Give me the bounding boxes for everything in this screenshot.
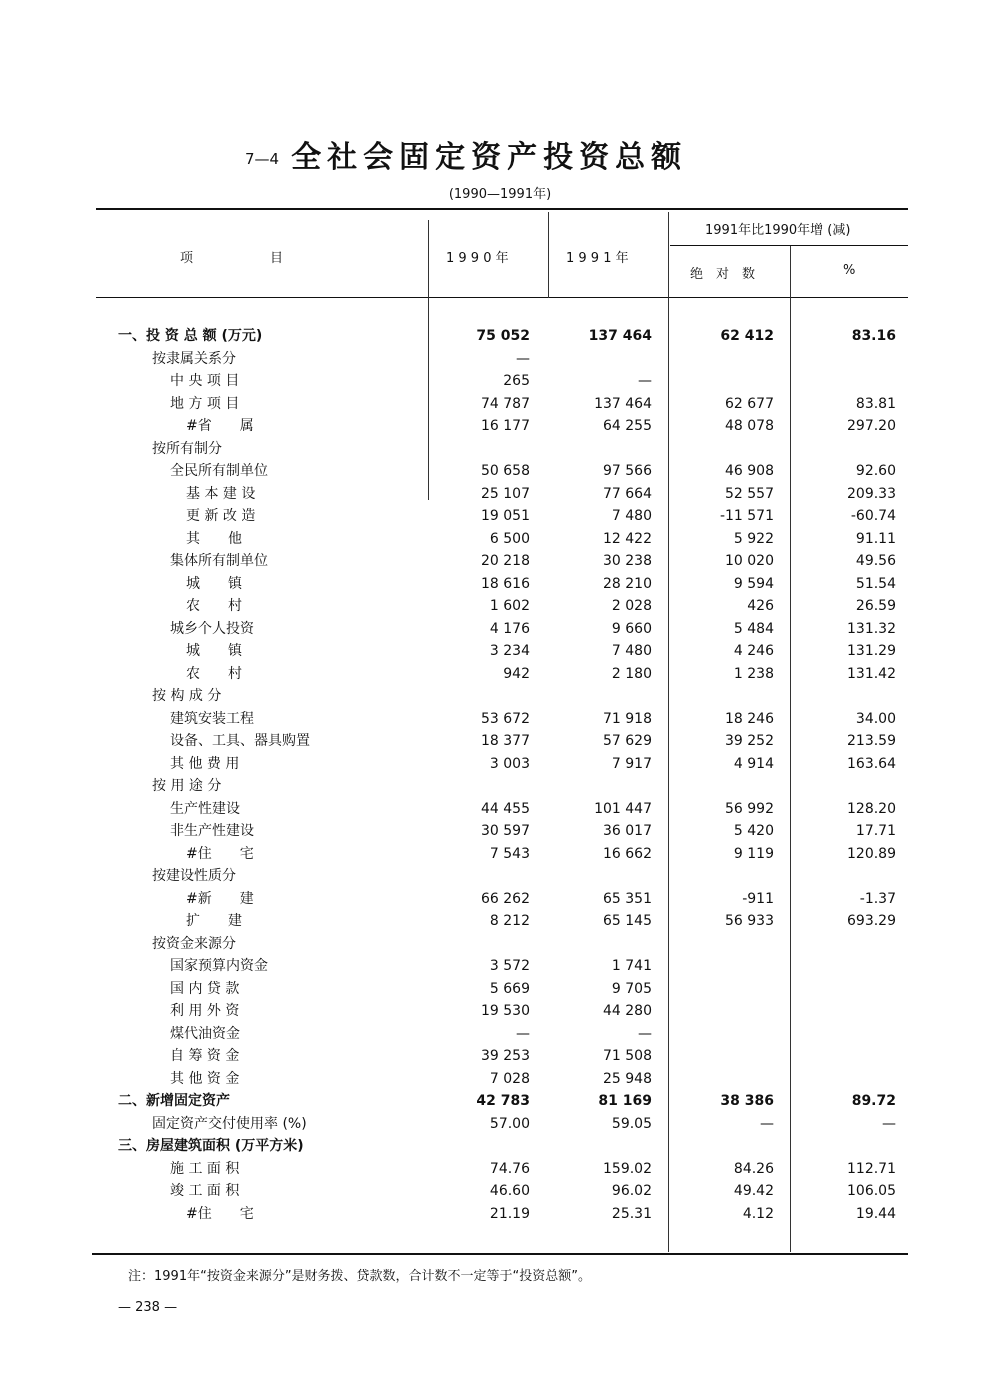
table-row (118, 708, 908, 731)
value-1990: 66 262 (481, 890, 530, 907)
value-percent-change: 131.42 (847, 665, 896, 682)
row-label: 按 构 成 分 (152, 688, 222, 704)
value-absolute-change: -11 571 (719, 508, 774, 524)
value-1991: 71 918 (603, 710, 652, 727)
value-percent-change: 209.33 (847, 485, 896, 502)
header-1990: 1 9 9 0 年 (446, 251, 509, 266)
value-1990: — (516, 350, 530, 367)
value-percent-change: 131.32 (847, 620, 896, 637)
table-row (118, 595, 908, 618)
value-1991: 57 629 (603, 733, 652, 749)
table-row (118, 798, 908, 821)
table-row (118, 888, 908, 911)
table-row (118, 730, 908, 753)
value-absolute-change: 5 922 (733, 530, 774, 547)
value-1990: 8 212 (489, 913, 530, 929)
table-title-text: 全社会固定资产投资总额 (291, 140, 688, 175)
row-label: 固定资产交付使用率 (%) (152, 1115, 307, 1132)
value-1991: 77 664 (603, 485, 652, 502)
value-1991: 2 028 (611, 598, 652, 614)
value-1991: 71 508 (603, 1048, 652, 1064)
value-1991: 7 480 (611, 643, 652, 659)
table-row (118, 933, 908, 956)
value-1990: 19 530 (481, 1003, 530, 1019)
value-absolute-change: 9 594 (733, 575, 774, 592)
value-1990: 50 658 (481, 463, 530, 479)
value-1990: 42 783 (476, 1093, 530, 1109)
top-rule (96, 208, 908, 210)
table-row (118, 573, 908, 596)
compare-header-rule (670, 245, 908, 246)
value-1991: 36 017 (603, 823, 652, 839)
value-1990: 44 455 (481, 800, 530, 817)
value-absolute-change: 62 677 (725, 395, 774, 412)
value-percent-change: — (882, 1115, 896, 1132)
table-row (118, 1090, 908, 1113)
value-1991: 137 464 (588, 328, 652, 344)
table-row (118, 640, 908, 663)
row-label: #住 宅 (186, 1205, 254, 1222)
value-percent-change: 89.72 (851, 1093, 896, 1109)
value-absolute-change: 4.12 (742, 1205, 774, 1222)
value-1990: 20 218 (481, 553, 530, 569)
table-row (118, 348, 908, 371)
row-label: 利 用 外 资 (170, 1003, 240, 1019)
value-1991: 101 447 (594, 800, 652, 817)
value-1990: 3 572 (489, 958, 530, 974)
value-absolute-change: 56 933 (725, 913, 774, 929)
value-1991: — (638, 1025, 652, 1042)
header-item: 项 目 (180, 251, 286, 266)
value-percent-change: -60.74 (850, 508, 896, 524)
row-label: 集体所有制单位 (170, 553, 268, 569)
row-label: 城 镇 (186, 575, 242, 592)
table-row (118, 843, 908, 866)
value-percent-change: 17.71 (855, 823, 896, 839)
value-1990: 19 051 (481, 508, 530, 524)
row-label: 建筑安装工程 (170, 710, 254, 727)
value-absolute-change: 46 908 (725, 463, 774, 479)
value-1991: 25.31 (611, 1205, 652, 1222)
table-row (118, 1023, 908, 1046)
table-row (118, 438, 908, 461)
value-1990: 16 177 (481, 418, 530, 434)
value-1991: 65 145 (603, 913, 652, 929)
value-1991: 16 662 (603, 845, 652, 862)
value-percent-change: 213.59 (847, 733, 896, 749)
row-label: 竣 工 面 积 (170, 1183, 240, 1199)
table-note: 注：1991年“按资金来源分”是财务拨、贷款数，合计数不一定等于“投资总额”。 (128, 1269, 592, 1284)
row-label: 按资金来源分 (152, 935, 236, 952)
row-label: 农 村 (186, 665, 242, 682)
value-absolute-change: 9 119 (733, 845, 774, 862)
table-row (118, 415, 908, 438)
table-row (118, 1135, 908, 1158)
value-1990: 3 003 (489, 755, 530, 772)
value-1990: 30 597 (481, 823, 530, 839)
value-1990: 74 787 (481, 395, 530, 412)
value-1990: 7 028 (489, 1070, 530, 1087)
row-label: 农 村 (186, 598, 242, 614)
table-row (118, 325, 908, 348)
table-row (118, 505, 908, 528)
table-row (118, 550, 908, 573)
row-label: 中 央 项 目 (170, 373, 240, 389)
table-row (118, 910, 908, 933)
table-number: 7—4 (245, 149, 280, 168)
table-row (118, 978, 908, 1001)
value-1990: 5 669 (489, 980, 530, 997)
value-absolute-change: 4 914 (733, 755, 774, 772)
row-label: 按所有制分 (152, 440, 222, 457)
table-row (118, 1203, 908, 1226)
value-1990: 75 052 (476, 328, 530, 344)
value-1990: — (516, 1025, 530, 1042)
table-row (118, 618, 908, 641)
header-1991: 1 9 9 1 年 (566, 251, 629, 266)
value-absolute-change: — (760, 1115, 774, 1132)
table-row (118, 1000, 908, 1023)
row-label: 其 他 资 金 (170, 1070, 240, 1087)
value-percent-change: 106.05 (847, 1183, 896, 1199)
value-absolute-change: 5 484 (733, 620, 774, 637)
row-label: #新 建 (186, 890, 254, 907)
table-row (118, 685, 908, 708)
value-1991: 65 351 (603, 890, 652, 907)
value-percent-change: 34.00 (855, 710, 896, 727)
table-body (118, 325, 908, 1225)
row-label: #省 属 (186, 418, 254, 434)
value-percent-change: 120.89 (847, 845, 896, 862)
value-1991: 7 480 (611, 508, 652, 524)
table-row (118, 370, 908, 393)
table-row (118, 1158, 908, 1181)
value-absolute-change: 4 246 (733, 643, 774, 659)
value-1990: 4 176 (489, 620, 530, 637)
value-1991: 28 210 (603, 575, 652, 592)
value-1990: 6 500 (489, 530, 530, 547)
value-absolute-change: 1 238 (733, 665, 774, 682)
row-label: 扩 建 (186, 913, 242, 929)
bottom-rule (92, 1253, 908, 1255)
row-label: 煤代油资金 (170, 1025, 240, 1042)
value-percent-change: 131.29 (847, 643, 896, 659)
value-absolute-change: 56 992 (725, 800, 774, 817)
value-1990: 18 616 (481, 575, 530, 592)
row-label: 三、房屋建筑面积 (万平方米) (118, 1138, 304, 1154)
row-label: 设备、工具、器具购置 (170, 733, 310, 749)
page-title (245, 132, 687, 176)
table-row (118, 1113, 908, 1136)
value-absolute-change: 10 020 (725, 553, 774, 569)
table-row (118, 483, 908, 506)
value-1991: 25 948 (603, 1070, 652, 1087)
value-1990: 57.00 (489, 1115, 530, 1132)
value-percent-change: 83.16 (851, 328, 896, 344)
value-1990: 1 602 (489, 598, 530, 614)
table-row (118, 753, 908, 776)
value-1990: 265 (503, 373, 530, 389)
value-absolute-change: 49.42 (733, 1183, 774, 1199)
value-1990: 3 234 (489, 643, 530, 659)
value-1991: 9 660 (611, 620, 652, 637)
value-absolute-change: 18 246 (725, 710, 774, 727)
table-row (118, 955, 908, 978)
value-absolute-change: 426 (747, 598, 774, 614)
header-compare: 1991年比1990年增 (减) (705, 223, 851, 238)
value-1990: 25 107 (481, 485, 530, 502)
value-1990: 18 377 (481, 733, 530, 749)
row-label: #住 宅 (186, 845, 254, 862)
value-1990: 21.19 (489, 1205, 530, 1222)
value-1991: 97 566 (603, 463, 652, 479)
value-1990: 46.60 (489, 1183, 530, 1199)
value-percent-change: 49.56 (855, 553, 896, 569)
table-row (118, 528, 908, 551)
value-percent-change: 26.59 (855, 598, 896, 614)
value-absolute-change: 84.26 (733, 1160, 774, 1177)
row-label: 城 镇 (186, 643, 242, 659)
value-1991: 159.02 (603, 1160, 652, 1177)
value-absolute-change: 48 078 (725, 418, 774, 434)
row-label: 全民所有制单位 (170, 463, 268, 479)
row-label: 基 本 建 设 (186, 485, 256, 502)
col-divider-2 (548, 212, 549, 298)
table-row (118, 865, 908, 888)
table-row (118, 460, 908, 483)
value-percent-change: 693.29 (847, 913, 896, 929)
table-row (118, 663, 908, 686)
table-row (118, 1180, 908, 1203)
header-percent: % (843, 263, 856, 278)
row-label: 按建设性质分 (152, 868, 236, 884)
row-label: 自 筹 资 金 (170, 1048, 240, 1064)
value-1991: 64 255 (603, 418, 652, 434)
value-absolute-change: 38 386 (720, 1093, 774, 1109)
value-percent-change: 112.71 (847, 1160, 896, 1177)
table-row (118, 775, 908, 798)
value-1991: 96.02 (611, 1183, 652, 1199)
value-1991: 2 180 (611, 665, 652, 682)
value-percent-change: 19.44 (855, 1205, 896, 1222)
value-percent-change: 92.60 (855, 463, 896, 479)
value-percent-change: 51.54 (855, 575, 896, 592)
row-label: 按 用 途 分 (152, 778, 222, 794)
header-bottom-rule (96, 297, 908, 298)
value-percent-change: 91.11 (855, 530, 896, 547)
value-1990: 74.76 (489, 1160, 530, 1177)
value-1991: — (638, 373, 652, 389)
value-absolute-change: 52 557 (725, 485, 774, 502)
value-1990: 53 672 (481, 710, 530, 727)
page-number: — 238 — (118, 1300, 178, 1315)
value-absolute-change: 39 252 (725, 733, 774, 749)
value-1991: 81 169 (598, 1093, 652, 1109)
value-1991: 44 280 (603, 1003, 652, 1019)
table-row (118, 1068, 908, 1091)
value-1990: 942 (503, 665, 530, 682)
row-label: 生产性建设 (170, 800, 240, 817)
row-label: 更 新 改 造 (186, 508, 256, 524)
value-1991: 7 917 (611, 755, 652, 772)
value-percent-change: 163.64 (847, 755, 896, 772)
value-absolute-change: 5 420 (733, 823, 774, 839)
table-row (118, 820, 908, 843)
header-absolute: 绝 对 数 (690, 267, 756, 282)
value-percent-change: 297.20 (847, 418, 896, 434)
value-percent-change: 128.20 (847, 800, 896, 817)
row-label: 一、投 资 总 额 (万元) (118, 328, 263, 344)
row-label: 非生产性建设 (170, 823, 254, 839)
row-label: 国 内 贷 款 (170, 980, 240, 997)
value-percent-change: -1.37 (859, 890, 896, 907)
value-1991: 12 422 (603, 530, 652, 547)
row-label: 城乡个人投资 (170, 620, 254, 637)
table-subtitle: (1990—1991年) (448, 187, 552, 202)
value-1991: 9 705 (611, 980, 652, 997)
value-1991: 137 464 (594, 395, 652, 412)
value-1991: 30 238 (603, 553, 652, 569)
value-absolute-change: 62 412 (720, 328, 774, 344)
value-absolute-change: -911 (742, 890, 774, 907)
row-label: 施 工 面 积 (170, 1160, 240, 1177)
table-row (118, 393, 908, 416)
value-1990: 7 543 (489, 845, 530, 862)
row-label: 其 他 (186, 530, 242, 547)
row-label: 其 他 费 用 (170, 755, 240, 772)
value-percent-change: 83.81 (855, 395, 896, 412)
table-row (118, 1045, 908, 1068)
row-label: 二、新增固定资产 (118, 1093, 230, 1109)
row-label: 国家预算内资金 (170, 958, 268, 974)
value-1990: 39 253 (481, 1048, 530, 1064)
row-label: 地 方 项 目 (170, 395, 240, 412)
row-label: 按隶属关系分 (152, 350, 236, 367)
value-1991: 1 741 (611, 958, 652, 974)
value-1991: 59.05 (611, 1115, 652, 1132)
